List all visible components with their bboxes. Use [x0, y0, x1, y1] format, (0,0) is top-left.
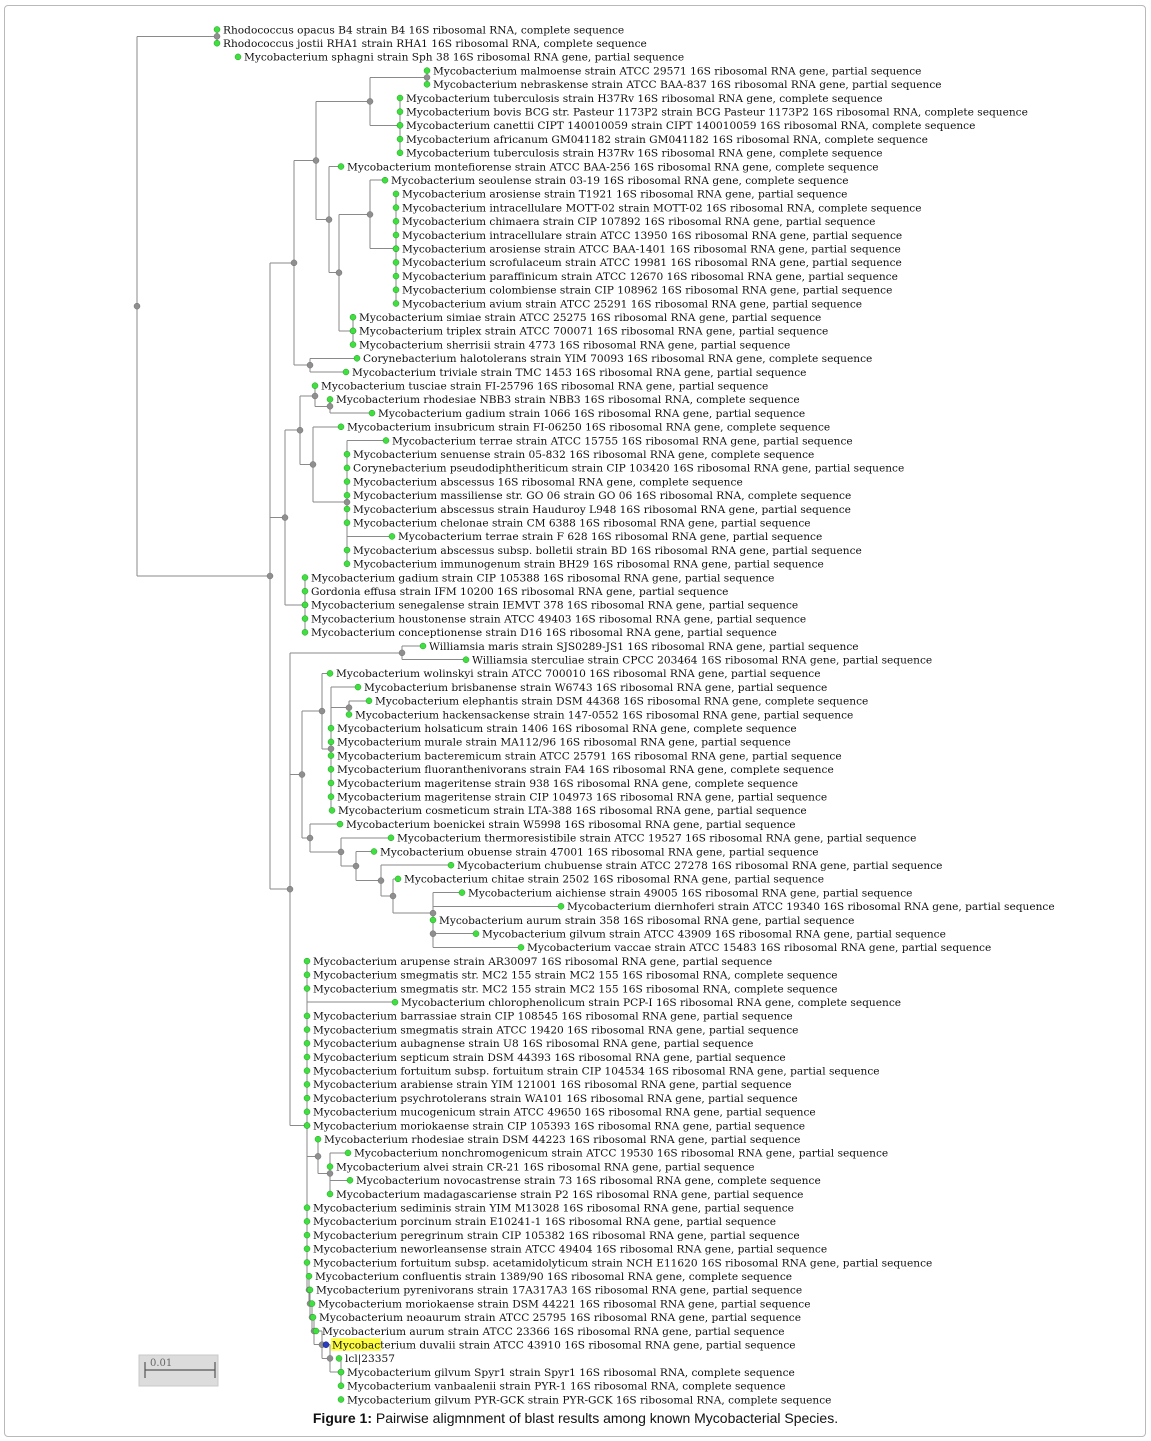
internal-node-marker — [214, 33, 220, 39]
leaf-label: Mycobacterium immunogenum strain BH29 16S ribosomal RNA gene, partial sequence — [353, 558, 824, 571]
leaf-label: Mycobacterium vanbaalenii strain PYR-1 16S ribosomal RNA, complete sequence — [347, 1380, 786, 1393]
leaf-marker — [302, 602, 308, 608]
internal-node-marker — [378, 878, 384, 884]
internal-node-marker — [282, 515, 288, 521]
leaf-marker — [389, 533, 395, 539]
leaf-marker — [558, 903, 564, 909]
internal-node-marker — [291, 260, 297, 266]
leaf-label: Mycobacterium houstonense strain ATCC 49403 16S ribosomal RNA gene, partial sequence — [311, 613, 807, 626]
leaf-label: Mycobacterium psychrotolerans strain WA101 16S ribosomal RNA gene, partial sequence — [313, 1092, 798, 1105]
leaf-label: Mycobacterium aubagnense strain U8 16S ribosomal RNA gene, partial sequence — [313, 1038, 754, 1051]
internal-node-marker — [346, 705, 352, 711]
internal-node-marker — [344, 499, 350, 505]
leaf-label: Mycobacterium triviale strain TMC 1453 16S ribosomal RNA gene, partial sequence — [352, 366, 807, 379]
leaf-marker — [328, 753, 334, 759]
internal-node-marker — [310, 461, 316, 467]
leaf-marker — [393, 191, 399, 197]
leaf-marker — [307, 1287, 313, 1293]
internal-node-marker — [328, 746, 334, 752]
internal-node-marker — [353, 863, 359, 869]
leaf-marker — [304, 1205, 310, 1211]
leaf-label: Mycobacterium neoaurum strain ATCC 25795 16S ribosomal RNA gene, partial sequence — [319, 1312, 802, 1325]
leaf-label: Mycobacterium smegmatis str. MC2 155 strain MC2 155 16S ribosomal RNA, complete sequence — [313, 969, 838, 982]
leaf-label: Mycobacterium porcinum strain E10241-1 16S ribosomal RNA gene, partial sequence — [313, 1216, 777, 1229]
leaf-label: Mycobacterium gilvum Spyr1 strain Spyr1 16S ribosomal RNA, complete sequence — [347, 1366, 795, 1379]
leaf-label: Mycobacterium sherrisii strain 4773 16S ribosomal RNA gene, partial sequence — [359, 339, 791, 352]
leaf-marker — [397, 150, 403, 156]
leaf-label: Mycobacterium africanum GM041182 strain GM041182 16S ribosomal RNA, complete sequence — [406, 133, 928, 146]
leaf-marker — [344, 479, 350, 485]
leaf-label: Mycobacterium arabiense strain YIM 121001 16S ribosomal RNA gene, partial sequence — [313, 1079, 792, 1092]
internal-node-marker — [424, 74, 430, 80]
leaf-marker — [327, 670, 333, 676]
internal-node-marker — [336, 270, 342, 276]
leaf-marker — [338, 1397, 344, 1403]
leaf-label: Mycobacterium boenickei strain W5998 16S ribosomal RNA gene, partial sequence — [346, 818, 796, 831]
leaf-marker — [304, 972, 310, 978]
leaf-label: Mycobacterium moriokaense strain DSM 44221 16S ribosomal RNA gene, partial sequence — [318, 1298, 811, 1311]
leaf-marker — [313, 1328, 319, 1334]
internal-node-marker — [367, 98, 373, 104]
leaf-label: Mycobacterium avium strain ATCC 25291 16S ribosomal RNA gene, partial sequence — [402, 298, 863, 311]
internal-node-marker — [287, 886, 293, 892]
internal-node-marker — [338, 849, 344, 855]
leaf-marker — [344, 465, 350, 471]
internal-node-marker — [297, 427, 303, 433]
leaf-marker — [304, 1040, 310, 1046]
leaf-label: Mycobacterium septicum strain DSM 44393 16S ribosomal RNA gene, partial sequence — [313, 1051, 786, 1064]
leaf-marker — [463, 657, 469, 663]
leaf-label: Mycobacterium sediminis strain YIM M13028 16S ribosomal RNA gene, partial sequence — [313, 1202, 794, 1215]
leaf-marker — [366, 698, 372, 704]
leaf-label: Mycobacterium mageritense strain CIP 104973 16S ribosomal RNA gene, partial sequence — [337, 791, 828, 804]
leaf-marker — [350, 314, 356, 320]
leaf-marker — [327, 1164, 333, 1170]
leaf-label: Mycobacterium gilvum strain ATCC 43909 16S ribosomal RNA gene, partial sequence — [482, 928, 946, 941]
leaf-label: Mycobacterium wolinskyi strain ATCC 700010 16S ribosomal RNA gene, partial sequence — [336, 668, 821, 681]
caption-text: Pairwise aligmnment of blast results among known Mycobacterial Species. — [372, 1410, 839, 1426]
leaf-label: Mycobacterium barrassiae strain CIP 108545 16S ribosomal RNA gene, partial sequence — [313, 1010, 793, 1023]
leaf-label: Mycobacterium abscessus 16S ribosomal RNA gene, complete sequence — [353, 476, 743, 489]
leaf-marker — [304, 1109, 310, 1115]
leaf-marker — [346, 712, 352, 718]
query-sequence-marker — [323, 1342, 329, 1348]
leaf-marker — [302, 575, 308, 581]
leaf-label: Mycobacterium simiae strain ATCC 25275 16S ribosomal RNA gene, partial sequence — [359, 312, 822, 324]
leaf-label: Mycobacterium intracellulare MOTT-02 strain MOTT-02 16S ribosomal RNA, complete sequence — [402, 202, 922, 215]
leaf-label: Mycobacterium mageritense strain 938 16S ribosomal RNA gene, complete sequence — [337, 777, 798, 790]
leaf-label: Mycobacterium malmoense strain ATCC 29571 16S ribosomal RNA gene, partial sequence — [433, 65, 922, 78]
leaf-label: Mycobacterium chimaera strain CIP 107892 16S ribosomal RNA gene, partial sequence — [402, 216, 876, 229]
leaf-marker — [393, 232, 399, 238]
leaf-label: Mycobacterium tuberculosis strain H37Rv 16S ribosomal RNA gene, complete sequence — [406, 92, 883, 105]
leaf-marker — [315, 1136, 321, 1142]
leaf-label: Mycobacterium abscessus subsp. bolletii strain BD 16S ribosomal RNA gene, partial sequence — [353, 544, 862, 557]
leaf-marker — [327, 396, 333, 402]
internal-node-marker — [326, 217, 332, 223]
leaf-marker — [397, 109, 403, 115]
leaf-marker — [350, 342, 356, 348]
leaf-label: Williamsia maris strain SJS0289-JS1 16S ribosomal RNA gene, partial sequence — [429, 640, 859, 653]
leaf-label: Mycobacterium elephantis strain DSM 44368 16S ribosomal RNA gene, complete sequence — [375, 695, 869, 708]
leaf-marker — [338, 424, 344, 430]
leaf-marker — [310, 1314, 316, 1320]
internal-node-marker — [399, 650, 405, 656]
leaf-label: Mycobacterium seoulense strain 03-19 16S ribosomal RNA gene, complete sequence — [391, 175, 849, 187]
leaf-marker — [424, 81, 430, 87]
leaf-marker — [369, 410, 375, 416]
leaf-label: Mycobacterium fluoranthenivorans strain FA4 16S ribosomal RNA gene, complete sequence — [337, 764, 834, 777]
leaf-marker — [302, 588, 308, 594]
leaf-marker — [393, 301, 399, 307]
leaf-label: Mycobacterium smegmatis strain ATCC 19420 16S ribosomal RNA gene, partial sequence — [313, 1024, 799, 1037]
leaf-marker — [304, 1081, 310, 1087]
leaf-label: Corynebacterium pseudodiphtheriticum strain CIP 103420 16S ribosomal RNA gene, partial sequence — [353, 462, 905, 475]
internal-node-marker — [267, 573, 273, 579]
leaf-marker — [304, 1246, 310, 1252]
leaf-label: Mycobacterium rhodesiae strain DSM 44223 16S ribosomal RNA gene, partial sequence — [324, 1134, 801, 1146]
leaf-label: Mycobacterium fortuitum subsp. acetamidolyticum strain NCH E11620 16S ribosomal RNA gene, partial sequence — [313, 1257, 933, 1270]
scale-bar — [139, 1355, 218, 1386]
internal-node-marker — [299, 772, 305, 778]
leaf-label: Rhodococcus jostii RHA1 strain RHA1 16S ribosomal RNA, complete sequence — [223, 38, 647, 50]
tree-leaves — [214, 24, 1055, 1406]
leaf-marker — [304, 1013, 310, 1019]
leaf-marker — [347, 1177, 353, 1183]
leaf-label: Mycobacterium intracellulare strain ATCC 13950 16S ribosomal RNA gene, partial sequence — [402, 229, 903, 242]
leaf-marker — [344, 492, 350, 498]
leaf-label: Mycobacterium chelonae strain CM 6388 16S ribosomal RNA gene, partial sequence — [353, 517, 811, 530]
leaf-label: Mycobacterium tuberculosis strain H37Rv 16S ribosomal RNA gene, complete sequence — [406, 147, 883, 160]
leaf-label: Mycobacterium aurum strain 358 16S ribosomal RNA gene, partial sequence — [439, 914, 855, 927]
leaf-marker — [424, 68, 430, 74]
leaf-label: Mycobacterium sphagni strain Sph 38 16S ribosomal RNA gene, partial sequence — [244, 51, 685, 64]
leaf-marker — [312, 383, 318, 389]
leaf-label: Mycobacterium tusciae strain FI-25796 16S ribosomal RNA gene, partial sequence — [321, 380, 769, 393]
leaf-marker — [344, 561, 350, 567]
leaf-label: Mycobacterium terrae strain ATCC 15755 16S ribosomal RNA gene, partial sequence — [392, 435, 853, 448]
leaf-label: Mycobacterium confluentis strain 1389/90 16S ribosomal RNA gene, complete sequence — [315, 1271, 793, 1283]
leaf-marker — [337, 821, 343, 827]
internal-node-marker — [307, 835, 313, 841]
scale-bar-label: 0.01 — [150, 1358, 173, 1369]
leaf-marker — [304, 1218, 310, 1224]
internal-node-marker — [367, 211, 373, 217]
leaf-marker — [345, 1150, 351, 1156]
leaf-label: Mycobacterium gilvum PYR-GCK strain PYR-GCK 16S ribosomal RNA, complete sequence — [347, 1394, 832, 1407]
leaf-marker — [343, 369, 349, 375]
leaf-marker — [395, 876, 401, 882]
leaf-label: Mycobacterium vaccae strain ATCC 15483 16S ribosomal RNA gene, partial sequence — [527, 942, 992, 955]
leaf-marker — [304, 958, 310, 964]
leaf-label: Mycobacterium madagascariense strain P2 16S ribosomal RNA gene, partial sequence — [336, 1188, 804, 1201]
leaf-marker — [304, 1068, 310, 1074]
internal-node-marker — [430, 910, 436, 916]
leaf-marker — [214, 27, 220, 33]
query-sequence-label: Mycobacterium duvalii strain ATCC 43910 16S ribosomal RNA gene, partial sequence — [332, 1339, 796, 1352]
internal-node-marker — [312, 393, 318, 399]
internal-node-marker — [327, 403, 333, 409]
leaf-marker — [350, 328, 356, 334]
leaf-label: Mycobacterium novocastrense strain 73 16S ribosomal RNA gene, complete sequence — [356, 1175, 821, 1188]
leaf-marker — [304, 1054, 310, 1060]
leaf-marker — [338, 164, 344, 170]
leaf-label: Mycobacterium triplex strain ATCC 700071 16S ribosomal RNA gene, partial sequence — [359, 325, 829, 338]
leaf-label: Mycobacterium bacteremicum strain ATCC 25791 16S ribosomal RNA gene, partial sequence — [337, 750, 842, 763]
leaf-marker — [327, 1191, 333, 1197]
leaf-label: Mycobacterium scrofulaceum strain ATCC 19981 16S ribosomal RNA gene, partial sequence — [402, 257, 902, 270]
leaf-marker — [304, 1027, 310, 1033]
leaf-label: Mycobacterium abscessus strain Hauduroy L948 16S ribosomal RNA gene, partial sequence — [353, 503, 851, 516]
leaf-marker — [328, 766, 334, 772]
leaf-label: Mycobacterium pyrenivorans strain 17A317A3 16S ribosomal RNA gene, partial sequence — [316, 1284, 803, 1297]
internal-node-marker — [327, 1355, 333, 1361]
leaf-marker — [393, 273, 399, 279]
leaf-marker — [304, 1232, 310, 1238]
leaf-label: Mycobacterium holsaticum strain 1406 16S ribosomal RNA gene, complete sequence — [337, 723, 797, 735]
leaf-marker — [304, 1123, 310, 1129]
leaf-label: Mycobacterium senegalense strain IEMVT 378 16S ribosomal RNA gene, partial sequence — [311, 599, 799, 612]
leaf-marker — [304, 986, 310, 992]
leaf-marker — [328, 739, 334, 745]
leaf-marker — [302, 616, 308, 622]
leaf-marker — [344, 547, 350, 553]
leaf-marker — [393, 287, 399, 293]
leaf-marker — [354, 355, 360, 361]
leaf-marker — [355, 684, 361, 690]
leaf-marker — [383, 438, 389, 444]
leaf-marker — [302, 629, 308, 635]
leaf-label: Mycobacterium gadium strain CIP 105388 16S ribosomal RNA gene, partial sequence — [311, 572, 775, 585]
internal-node-marker — [307, 362, 313, 368]
leaf-label: Mycobacterium montefiorense strain ATCC BAA-256 16S ribosomal RNA gene, complete sequence — [347, 161, 879, 174]
leaf-marker — [336, 1355, 342, 1361]
leaf-marker — [393, 205, 399, 211]
leaf-marker — [328, 794, 334, 800]
leaf-label: Mycobacterium paraffinicum strain ATCC 12670 16S ribosomal RNA gene, partial sequence — [402, 270, 898, 283]
leaf-label: Mycobacterium aurum strain ATCC 23366 16S ribosomal RNA gene, partial sequence — [322, 1325, 785, 1338]
leaf-marker — [382, 177, 388, 183]
leaf-marker — [306, 1273, 312, 1279]
leaf-marker — [393, 246, 399, 252]
leaf-label: Mycobacterium nebraskense strain ATCC BAA-837 16S ribosomal RNA gene, partial sequence — [433, 79, 942, 92]
internal-node-marker — [315, 1153, 321, 1159]
leaf-label: Mycobacterium arosiense strain ATCC BAA-1401 16S ribosomal RNA gene, partial sequence — [402, 243, 901, 256]
leaf-label: Mycobacterium chubuense strain ATCC 27278 16S ribosomal RNA gene, partial sequence — [457, 860, 943, 872]
leaf-marker — [338, 1369, 344, 1375]
leaf-label: Mycobacterium alvei strain CR-21 16S ribosomal RNA gene, partial sequence — [336, 1161, 755, 1174]
internal-node-marker — [327, 1170, 333, 1176]
leaf-label: Mycobacterium mucogenicum strain ATCC 49650 16S ribosomal RNA gene, partial sequence — [313, 1106, 816, 1119]
leaf-label: Mycobacterium nonchromogenicum strain ATCC 19530 16S ribosomal RNA gene, partial sequence — [354, 1147, 889, 1160]
leaf-marker — [448, 862, 454, 868]
leaf-label: Mycobacterium rhodesiae NBB3 strain NBB3 16S ribosomal RNA, complete sequence — [336, 394, 800, 407]
leaf-label: Corynebacterium halotolerans strain YIM 70093 16S ribosomal RNA gene, complete sequence — [363, 353, 873, 366]
caption-label: Figure 1: — [312, 1410, 372, 1426]
leaf-label: Mycobacterium chlorophenolicum strain PCP-I 16S ribosomal RNA gene, complete sequence — [401, 997, 902, 1009]
leaf-label: Mycobacterium arupense strain AR30097 16S ribosomal RNA gene, partial sequence — [313, 955, 773, 968]
leaf-label: Mycobacterium aichiense strain 49005 16S ribosomal RNA gene, partial sequence — [468, 887, 913, 900]
leaf-label: Mycobacterium obuense strain 47001 16S ribosomal RNA gene, partial sequence — [380, 846, 819, 859]
leaf-label: Gordonia effusa strain IFM 10200 16S ribosomal RNA gene, partial sequence — [311, 586, 729, 598]
leaf-marker — [397, 136, 403, 142]
leaf-marker — [344, 506, 350, 512]
internal-node-marker — [430, 931, 436, 937]
leaf-marker — [393, 259, 399, 265]
leaf-marker — [304, 1260, 310, 1266]
leaf-marker — [473, 931, 479, 937]
leaf-label: Williamsia sterculiae strain CPCC 203464 16S ribosomal RNA gene, partial sequence — [472, 654, 933, 667]
leaf-label: Mycobacterium smegmatis str. MC2 155 strain MC2 155 16S ribosomal RNA, complete sequence — [313, 983, 838, 996]
leaf-marker — [344, 451, 350, 457]
leaf-label: Mycobacterium brisbanense strain W6743 16S ribosomal RNA gene, partial sequence — [364, 681, 828, 694]
leaf-label: Mycobacterium colombiense strain CIP 108962 16S ribosomal RNA gene, partial sequence — [402, 284, 893, 297]
leaf-label: Mycobacterium insubricum strain FI-06250 16S ribosomal RNA gene, complete sequence — [347, 421, 831, 434]
leaf-label: Rhodococcus opacus B4 strain B4 16S ribosomal RNA, complete sequence — [223, 24, 625, 37]
leaf-marker — [304, 1095, 310, 1101]
leaf-marker — [388, 835, 394, 841]
leaf-marker — [328, 725, 334, 731]
leaf-marker — [328, 780, 334, 786]
leaf-label: Mycobacterium hackensackense strain 147-0552 16S ribosomal RNA gene, partial sequence — [355, 709, 854, 722]
internal-node-marker — [313, 158, 319, 164]
leaf-marker — [344, 520, 350, 526]
leaf-label: Mycobacterium conceptionense strain D16 16S ribosomal RNA gene, partial sequence — [311, 627, 777, 640]
leaf-marker — [235, 54, 241, 60]
leaf-label: Mycobacterium diernhoferi strain ATCC 19340 16S ribosomal RNA gene, partial sequence — [567, 901, 1055, 914]
leaf-marker — [430, 917, 436, 923]
leaf-marker — [309, 1301, 315, 1307]
leaf-label: Mycobacterium bovis BCG str. Pasteur 1173P2 strain BCG Pasteur 1173P2 16S ribosomal RNA, complete sequence — [406, 106, 1028, 119]
leaf-label: Mycobacterium canettii CIPT 140010059 strain CIPT 140010059 16S ribosomal RNA, complete sequence — [406, 120, 976, 133]
leaf-marker — [397, 122, 403, 128]
internal-node-marker — [134, 303, 140, 309]
leaf-label: Mycobacterium massiliense str. GO 06 strain GO 06 16S ribosomal RNA, complete sequence — [353, 490, 852, 503]
leaf-label: Mycobacterium chitae strain 2502 16S ribosomal RNA gene, partial sequence — [404, 873, 824, 886]
leaf-label: Mycobacterium cosmeticum strain LTA-388 16S ribosomal RNA gene, partial sequence — [338, 805, 807, 818]
leaf-marker — [397, 95, 403, 101]
leaf-marker — [393, 218, 399, 224]
leaf-marker — [459, 890, 465, 896]
leaf-label: Mycobacterium neworleansense strain ATCC 49404 16S ribosomal RNA gene, partial sequence — [313, 1243, 828, 1256]
leaf-label: Mycobacterium senuense strain 05-832 16S ribosomal RNA gene, complete sequence — [353, 449, 815, 461]
leaf-marker — [392, 999, 398, 1005]
leaf-label: Mycobacterium thermoresistibile strain ATCC 19527 16S ribosomal RNA gene, partial sequence — [397, 832, 917, 845]
leaf-marker — [420, 643, 426, 649]
leaf-label: Mycobacterium murale strain MA112/96 16S ribosomal RNA gene, partial sequence — [337, 736, 791, 749]
leaf-label: Mycobacterium fortuitum subsp. fortuitum strain CIP 104534 16S ribosomal RNA gene, partial sequence — [313, 1065, 880, 1078]
leaf-label: Mycobacterium gadium strain 1066 16S ribosomal RNA gene, partial sequence — [378, 407, 806, 420]
leaf-label: Mycobacterium moriokaense strain CIP 105393 16S ribosomal RNA gene, partial sequence — [313, 1120, 806, 1133]
leaf-label: Mycobacterium arosiense strain T1921 16S ribosomal RNA gene, partial sequence — [402, 188, 848, 201]
internal-node-marker — [319, 708, 325, 714]
leaf-label: Mycobacterium terrae strain F 628 16S ribosomal RNA gene, partial sequence — [398, 531, 823, 544]
figure-caption — [0, 1410, 1151, 1426]
leaf-marker — [338, 1383, 344, 1389]
leaf-label: lcl|23357 — [345, 1353, 395, 1366]
leaf-marker — [214, 40, 220, 46]
leaf-marker — [518, 944, 524, 950]
leaf-label: Mycobacterium peregrinum strain CIP 105382 16S ribosomal RNA gene, partial sequence — [313, 1229, 800, 1242]
internal-node-marker — [390, 893, 396, 899]
leaf-marker — [329, 807, 335, 813]
leaf-marker — [371, 849, 377, 855]
